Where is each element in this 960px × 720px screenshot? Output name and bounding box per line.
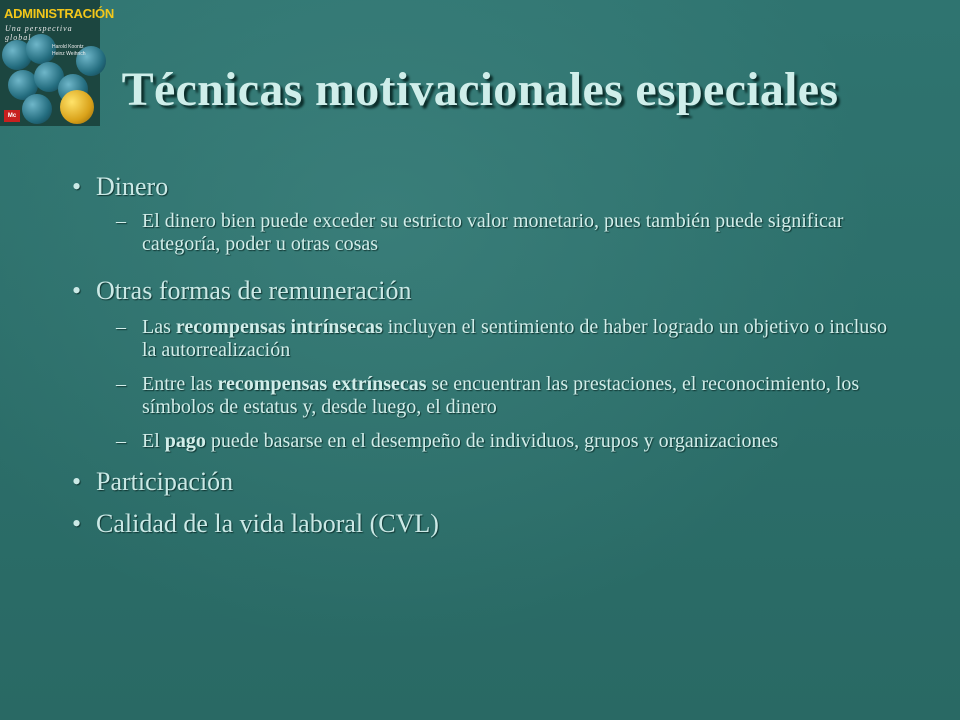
publisher-logo: Mc [4, 110, 20, 122]
dash-icon: – [116, 316, 126, 338]
bullet-item-cvl: • Calidad de la vida laboral (CVL) [72, 509, 439, 538]
bullet-list [72, 172, 892, 539]
book-author: Harold Koontz [52, 44, 84, 50]
bullet-icon: • [72, 467, 82, 496]
dash-icon: – [116, 373, 126, 395]
sub-item: – Las recompensas intrínsecas incluyen el sentimiento de haber logrado un objetivo o incluso la autorrealización [116, 316, 888, 361]
bold-term: pago [164, 430, 206, 452]
bullet-icon: • [72, 276, 82, 305]
dash-icon: – [116, 430, 126, 452]
book-title: ADMINISTRACIÓN [4, 6, 114, 21]
book-subtitle: Una perspectiva global [5, 24, 73, 42]
bullet-icon: • [72, 509, 82, 538]
bullet-icon: • [72, 172, 82, 201]
bold-term: recompensas intrínsecas [175, 316, 383, 338]
book-authors [52, 44, 86, 58]
slide-title: Técnicas motivacionales especiales [121, 63, 839, 116]
book-author: Heinz Weihrich [52, 51, 86, 57]
sub-item: – El dinero bien puede exceder su estricto valor monetario, pues también puede significar categoría, poder u otras cosas [116, 210, 844, 255]
bullet-item-participacion: • Participación [72, 467, 234, 496]
bullet-item-dinero: • Dinero [72, 172, 169, 201]
sub-item: – Entre las recompensas extrínsecas se encuentran las prestaciones, el reconocimiento, los símbolos de estatus y, desde luego, el dinero [116, 373, 860, 418]
dash-icon: – [116, 210, 126, 232]
bullet-item-otras-formas: • Otras formas de remuneración [72, 276, 412, 305]
bold-term: recompensas extrínsecas [217, 373, 427, 395]
sub-item: – El pago puede basarse en el desempeño de individuos, grupos y organizaciones [116, 430, 779, 452]
